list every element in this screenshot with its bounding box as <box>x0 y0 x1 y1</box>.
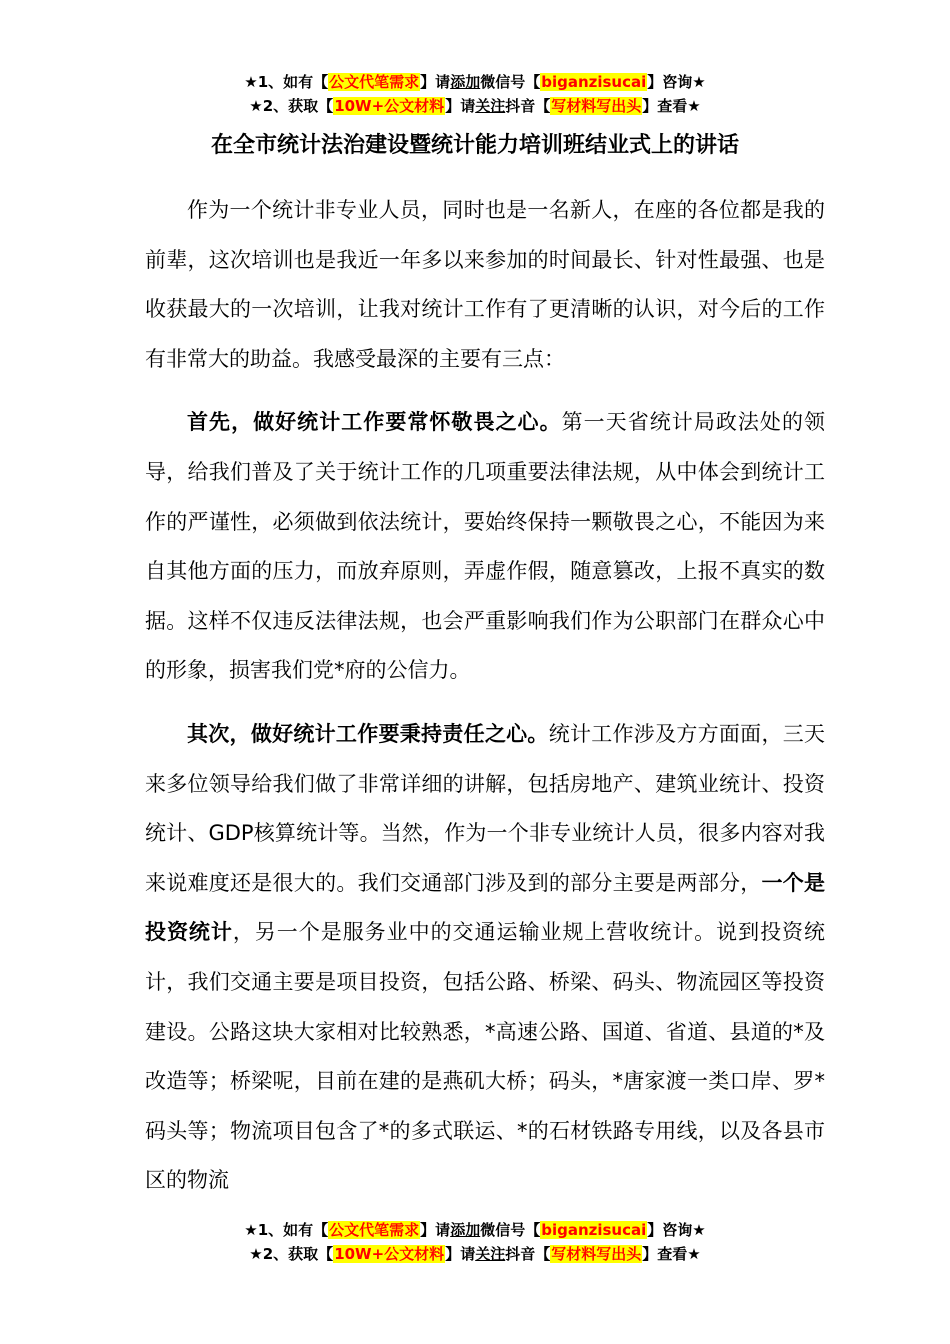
banner-text: 微信号【 <box>480 73 541 91</box>
banner-line-1 <box>0 1218 950 1242</box>
paragraph-text: 统计工作涉及方方面面，三天来多位领导给我们做了非常详细的讲解，包括房地产、建筑业统计、投资统计、GDP核算统计等。当然，作为一个非专业统计人员，很多内容对我来说难度还是很大的。我们交通部门涉及到的部分主要是两部分， <box>145 721 826 895</box>
paragraph-heading: 其次，做好统计工作要秉持责任之心。 <box>187 721 549 746</box>
banner-text: ★1、如有【 <box>244 1221 329 1239</box>
paragraph-heading: 首先，做好统计工作要常怀敬畏之心。 <box>187 410 562 435</box>
banner-text: ★2、获取【 <box>249 1245 334 1263</box>
banner-text: 】请 <box>420 1221 451 1239</box>
footer-banner <box>0 1218 950 1266</box>
inline-bold: 一个是投资统计 <box>145 870 826 945</box>
paragraph-3 <box>145 710 825 1206</box>
banner-underlined: 关注 <box>475 1245 506 1263</box>
banner-text: 】咨询★ <box>647 73 706 91</box>
banner-line-2 <box>0 94 950 118</box>
banner-text: 抖音【 <box>505 1245 551 1263</box>
paragraph-text: 第一天省统计局政法处的领导，给我们普及了关于统计工作的几项重要法律法规，从中体会到统计工作的严谨性，必须做到依法统计，要始终保持一颗敬畏之心，不能因为来自其他方面的压力，而放弃原则，弄虚作假，随意篡改，上报不真实的数据。这样不仅违反法律法规，也会严重影响我们作为公职部门在群众心中的形象，损害我们党*府的公信力。 <box>145 410 826 683</box>
banner-highlight: 10W+公文材料 <box>334 97 445 115</box>
banner-highlight: 10W+公文材料 <box>334 1245 445 1263</box>
paragraph-1: 作为一个统计非专业人员，同时也是一名新人，在座的各位都是我的前辈，这次培训也是我近一年多以来参加的时间最长、针对性最强、也是收获最大的一次培训，让我对统计工作有了更清晰的认识，对今后的工作有非常大的助益。我感受最深的主要有三点： <box>145 198 825 371</box>
document-body <box>145 186 825 1220</box>
banner-highlight: biganzisucai <box>541 73 647 91</box>
banner-underlined: 添加 <box>450 73 481 91</box>
banner-underlined: 关注 <box>475 97 506 115</box>
banner-line-2 <box>0 1242 950 1266</box>
paragraph-2 <box>145 398 825 696</box>
banner-line-1 <box>0 70 950 94</box>
banner-text: ★2、获取【 <box>249 97 334 115</box>
banner-highlight: 写材料写出头 <box>551 1245 642 1263</box>
banner-text: 】请 <box>445 1245 476 1263</box>
banner-highlight: biganzisucai <box>541 1221 647 1239</box>
banner-highlight: 公文代笔需求 <box>329 1221 420 1239</box>
banner-highlight: 公文代笔需求 <box>329 73 420 91</box>
banner-text: ★1、如有【 <box>244 73 329 91</box>
banner-text: 】请 <box>445 97 476 115</box>
banner-text: 】查看★ <box>642 97 701 115</box>
document-title: 在全市统计法治建设暨统计能力培训班结业式上的讲话 <box>210 133 739 158</box>
banner-text: 微信号【 <box>480 1221 541 1239</box>
banner-text: 】请 <box>420 73 451 91</box>
banner-text: 】咨询★ <box>647 1221 706 1239</box>
banner-text: 】查看★ <box>642 1245 701 1263</box>
header-banner <box>0 70 950 118</box>
banner-text: 抖音【 <box>505 97 551 115</box>
paragraph-text: ，另一个是服务业中的交通运输业规上营收统计。说到投资统计，我们交通主要是项目投资，包括公路、桥梁、码头、物流园区等投资建设。公路这块大家相对比较熟悉，*高速公路、国道、省道、县道的*及改造等；桥梁呢，目前在建的是燕矶大桥；码头，*唐家渡一类口岸、罗*码头等；物流项目包含了*的多式联运、*的石材铁路专用线，以及各县市区的物流 <box>145 920 826 1193</box>
banner-highlight: 写材料写出头 <box>551 97 642 115</box>
banner-underlined: 添加 <box>450 1221 481 1239</box>
